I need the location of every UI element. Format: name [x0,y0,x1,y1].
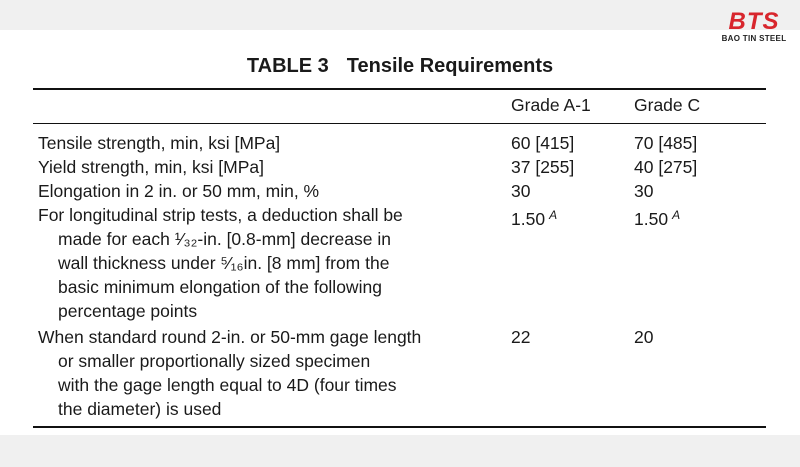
label-line: Tensile strength, min, ksi [MPa] [38,133,281,153]
bts-logo [718,10,790,44]
row-elongation-c: 30 [634,181,654,201]
label-line: Yield strength, min, ksi [MPa] [38,157,264,177]
header-grade-c: Grade C [634,95,701,115]
logo-mark: BTS [728,8,780,35]
row-strip-test-a1 [511,203,557,231]
row-yield-label [38,155,264,179]
logo-subtitle: BAO TIN STEEL [721,34,787,43]
row-tensile-c: 70 [485] [634,133,698,153]
table-top-rule [33,88,766,90]
row-yield-c: 40 [275] [634,157,698,177]
footnote-marker: A [549,208,558,222]
table-title [0,55,800,78]
row-elongation-label [38,179,319,203]
label-line: wall thickness under ⁵⁄₁₆in. [8 mm] from the [58,253,390,273]
table-name: Tensile Requirements [346,55,554,77]
label-line: basic minimum elongation of the following [58,277,382,297]
row-tensile-label [38,131,280,155]
label-line: Elongation in 2 in. or 50 mm, min, % [38,181,320,201]
row-round-specimen-a1: 22 [511,327,531,347]
row-round-specimen-c: 20 [634,327,654,347]
row-strip-test-c [634,203,680,231]
label-line: made for each ¹⁄₃₂-in. [0.8-mm] decrease in [58,229,391,249]
footnote-marker: A [672,208,681,222]
table-bottom-rule [33,426,766,428]
row-elongation-a1: 30 [511,181,531,201]
label-line: For longitudinal strip tests, a deduction shall be [38,205,403,225]
row-round-specimen-label [38,325,421,421]
value: 1.50 [511,209,546,229]
row-yield-a1: 37 [255] [511,157,575,177]
label-line: percentage points [58,301,198,321]
value: 1.50 [634,209,669,229]
header-rule [33,123,766,124]
label-line: When standard round 2-in. or 50-mm gage length [38,327,422,347]
table-number: TABLE 3 [246,55,329,77]
header-grade-a1: Grade A-1 [511,95,591,115]
row-strip-test-label [38,203,403,323]
row-tensile-a1: 60 [415] [511,133,575,153]
label-line: with the gage length equal to 4D (four times [58,375,397,395]
label-line: or smaller proportionally sized specimen [58,351,371,371]
label-line: the diameter) is used [58,399,222,419]
